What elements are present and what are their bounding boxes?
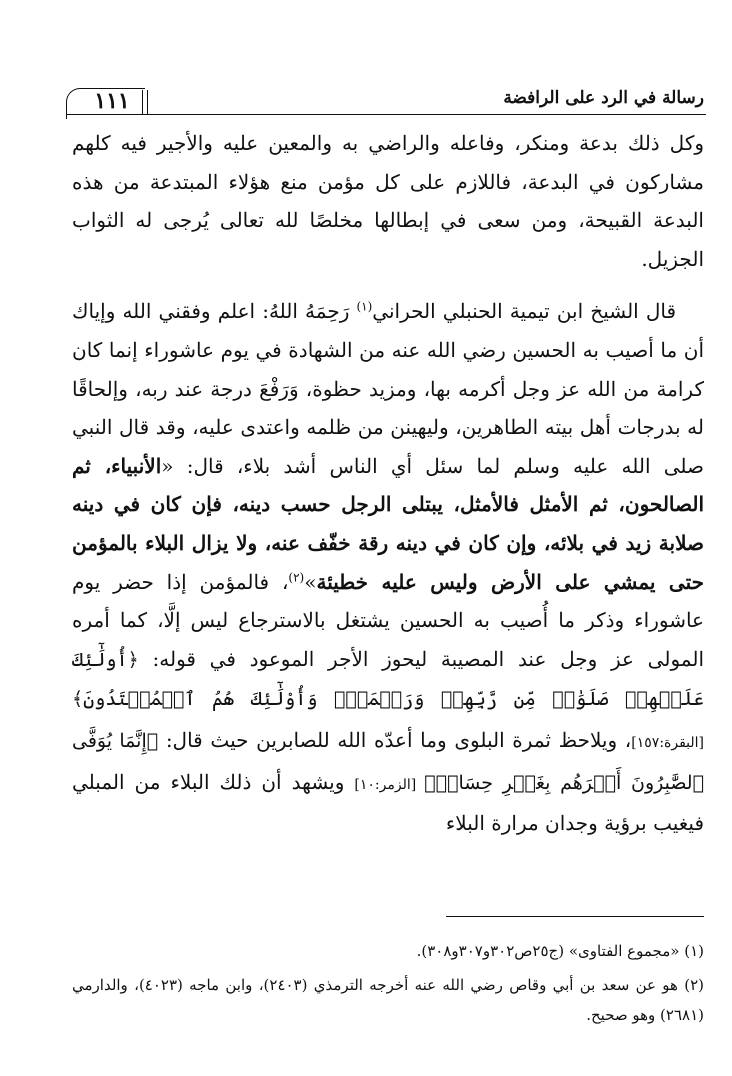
- quran-verse-2: ﴿إِنَّمَا يُوَفَّى ٱلصَّٰبِرُونَ أَجۡرَهُم بِغَيۡرِ حِسَابٖ﴾: [72, 729, 705, 794]
- para2-text: رَحِمَهُ اللهُ: اعلم وفقني الله وإياك أن ما أصيب به الحسين رضي الله عنه من الشهادة في يوم عاشوراء إنما كان كرامة من الله عز وجل أكرمه بها، ومزيد حظوة، وَرَفْعَ درجة عند ربه، وإلحاقًا له بدرجات أهل بيته الطاهرين، وليهينن من ظلمه واعتدى عليه، وقد قال النبي صلى الله عليه وسلم لما سئل أي الناس أشد بلاء، قال: «: [72, 299, 705, 478]
- verse-reference-2: [الزمر:١٠]: [354, 776, 425, 793]
- header-rule: [66, 114, 706, 115]
- page-number: ١١١: [94, 88, 130, 114]
- footnotes: [72, 936, 704, 1034]
- para2-text: قال الشيخ ابن تيمية الحنبلي الحراني: [372, 299, 677, 324]
- para2-text: ويشهد أن ذلك البلاء من المبلي فيغيب برؤية وجدان مرارة البلاء: [72, 769, 704, 836]
- running-title: رسالة في الرد على الرافضة: [503, 88, 704, 108]
- page-header: [66, 88, 706, 116]
- footnote-marker-1: (١): [356, 299, 373, 314]
- para2-text: ، ويلاحظ ثمرة البلوى وما أعدّه الله للصابرين حيث قال:: [158, 727, 632, 752]
- footnote-1: (١) «مجموع الفتاوى» (ج٢٥ص٣٠٢و٣٠٧و٣٠٨).: [416, 942, 704, 960]
- footnote-marker-2: (٢): [288, 569, 305, 584]
- footnote-separator: [446, 916, 704, 917]
- para2-text: »: [304, 569, 317, 594]
- header-separator: [142, 90, 148, 114]
- hadith-text: الأنبياء، ثم الصالحون، ثم الأمثل فالأمثل، يبتلى الرجل حسب دينه، فإن كان في دينه صلابة زيد في بلائه، وإن كان في دينه رقة خفّف عنه، ولا يزال البلاء بالمؤمن حتى يمشي على الأرض وليس عليه خطيئة: [72, 453, 704, 594]
- verse-reference-1: [البقرة:١٥٧]: [631, 734, 705, 751]
- paragraph-2: [72, 292, 704, 842]
- main-text: [72, 124, 704, 843]
- para2-text: ، فالمؤمن إذا حضر يوم عاشوراء وذكر ما أُصيب به الحسين يشتغل بالاسترجاع ليس إلَّا، كما أمره المولى عز وجل عند المصيبة ليحوز الأجر الموعود في قوله:: [72, 569, 704, 671]
- quran-verse-1: ﴿أُولَٰٓئِكَ عَلَيۡهِمۡ صَلَوَٰتٞ مِّن رَّبِّهِمۡ وَرَحۡمَةٞۖ وَأُوْلَٰٓئِكَ هُمُ ٱلۡمُهۡتَدُونَ﴾: [72, 648, 704, 711]
- footnote-2: (٢) هو عن سعد بن أبي وقاص رضي الله عنه أخرجه الترمذي (٢٤٠٣)، وابن ماجه (٤٠٢٣)، والدارمي (٢٦٨١) وهو صحيح.: [72, 976, 705, 1024]
- paragraph-1: وكل ذلك بدعة ومنكر، وفاعله والراضي به والمعين عليه والأجير فيه كلهم مشاركون في البدعة، فاللازم على كل مؤمن منع هؤلاء المبتدعة من هذه البدعة القبيحة، ومن سعى في إبطالها مخلصًا لله تعالى يُرجى له الثواب الجزيل.: [72, 131, 704, 271]
